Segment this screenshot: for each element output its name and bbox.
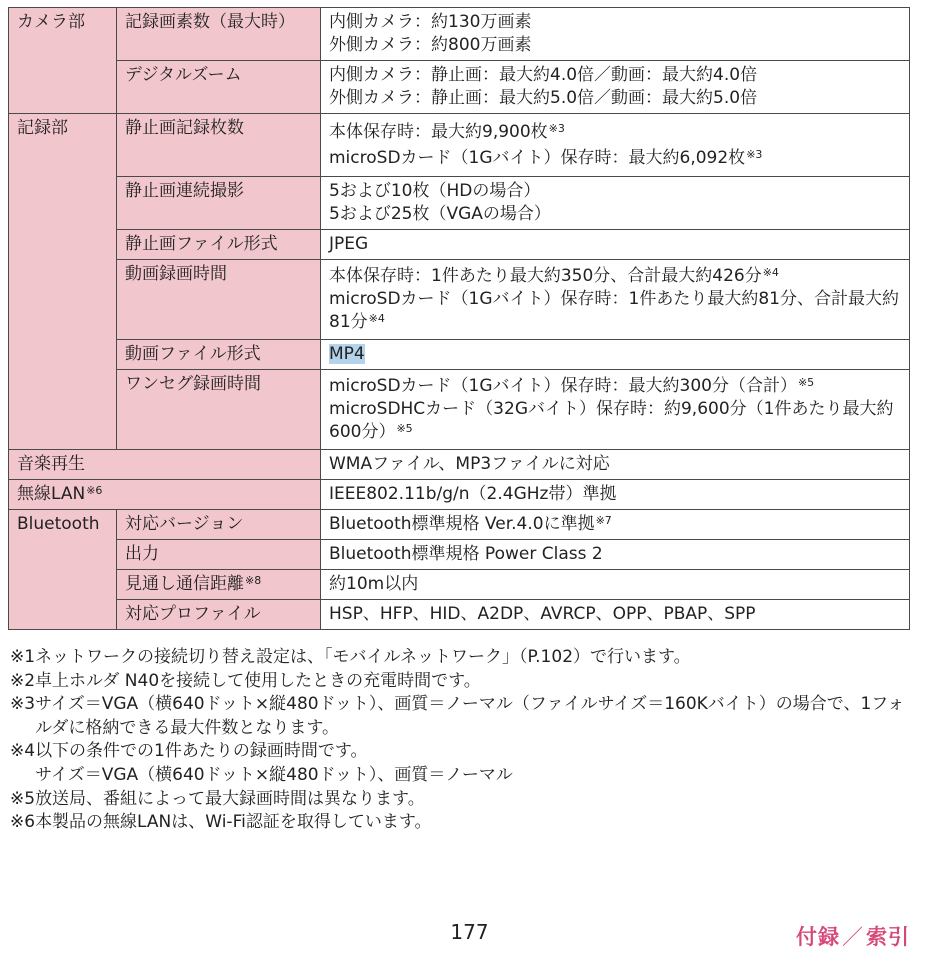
table-row — [9, 61, 910, 114]
table-row — [9, 450, 910, 480]
category-music: 音楽再生 — [9, 450, 321, 480]
label-bt-output: 出力 — [117, 540, 321, 570]
value-still-format: JPEG — [321, 230, 910, 260]
value-music: WMAファイル、MP3ファイルに対応 — [321, 450, 910, 480]
table-row — [9, 600, 910, 630]
label-bt-version: 対応バージョン — [117, 510, 321, 540]
footnote: ※1 ネットワークの接続切り替え設定は、「モバイルネットワーク」（P.102）で行います。 — [10, 647, 691, 667]
label-bt-profile: 対応プロファイル — [117, 600, 321, 630]
note-ref: ※3 — [746, 148, 763, 161]
table-row — [9, 480, 910, 510]
category-wlan: 無線LAN$^{※6}$ — [9, 480, 321, 510]
label-video-format: 動画ファイル形式 — [117, 340, 321, 370]
value-resolution: 内側カメラ：約130万画素 外側カメラ：約800万画素 — [321, 8, 910, 61]
value-oneseg-time: microSDカード（1Gバイト）保存時：最大約300分（合計）$^{※5}$ microSDHCカード（32Gバイト）保存時：約9,600分（1件あたり最大約600分）$^{※5}$ — [321, 370, 910, 450]
spec-table — [8, 7, 910, 630]
note-ref: ※7 — [595, 514, 612, 527]
table-row — [9, 540, 910, 570]
value-digital-zoom: 内側カメラ：静止画：最大約4.0倍／動画：最大約4.0倍 外側カメラ：静止画：最大約5.0倍／動画：最大約5.0倍 — [321, 61, 910, 114]
value-still-count: 本体保存時：最大約9,900枚$^{※3}$ microSDカード（1Gバイト）保存時：最大約6,092枚$^{※3}$ — [321, 114, 910, 177]
note-ref: ※5 — [396, 422, 413, 435]
value-bt-profile: HSP、HFP、HID、A2DP、AVRCP、OPP、PBAP、SPP — [321, 600, 910, 630]
footnote: ※6 本製品の無線LANは、Wi-Fi認証を取得しています。 — [10, 812, 432, 833]
label-still-format: 静止画ファイル形式 — [117, 230, 321, 260]
note-ref: ※5 — [797, 376, 815, 389]
category-bluetooth: Bluetooth — [9, 510, 117, 630]
table-row — [9, 8, 910, 61]
category-camera: カメラ部 — [9, 8, 117, 114]
category-recording: 記録部 — [9, 114, 117, 450]
label-resolution: 記録画素数（最大時） — [117, 8, 321, 61]
note-ref: ※6 — [86, 484, 103, 497]
note-ref: ※8 — [245, 574, 262, 587]
label-bt-range: 見通し通信距離$^{※8}$ — [117, 570, 321, 600]
section-index-link[interactable]: 付録／索引 — [796, 925, 910, 949]
footnote: ※3 サイズ＝VGA（横640ドット×縦480ドット）、画質＝ノーマル（ファイルサイズ＝160Kバイト）の場合で、1フォルダに格納できる最大件数となります。 — [10, 694, 905, 738]
value-bt-output: Bluetooth標準規格 Power Class 2 — [321, 540, 910, 570]
label-digital-zoom: デジタルズーム — [117, 61, 321, 114]
table-row — [9, 260, 910, 340]
table-row — [9, 114, 910, 177]
value-wlan: IEEE802.11b/g/n（2.4GHz帯）準拠 — [321, 480, 910, 510]
footnote: ※4 以下の条件での1件あたりの録画時間です。 サイズ＝VGA（横640ドット×縦480ドット）、画質＝ノーマル — [10, 741, 513, 785]
label-video-time: 動画録画時間 — [117, 260, 321, 340]
footnote: ※5 放送局、番組によって最大録画時間は異なります。 — [10, 788, 425, 809]
table-row — [9, 177, 910, 230]
table-row — [9, 570, 910, 600]
table-row — [9, 230, 910, 260]
label-oneseg-time: ワンセグ録画時間 — [117, 370, 321, 450]
note-ref: ※4 — [368, 312, 385, 325]
footnote: ※2 卓上ホルダ N40を接続して使用したときの充電時間です。 — [10, 670, 481, 691]
value-video-time: 本体保存時：1件あたり最大約350分、合計最大約426分$^{※4}$ microSDカード（1Gバイト）保存時：1件あたり最大約81分、合計最大約81分$^{※4}$ — [321, 260, 910, 340]
note-ref: ※4 — [762, 266, 779, 279]
value-still-burst: 5および10枚（HDの場合） 5および25枚（VGAの場合） — [321, 177, 910, 230]
page-number: 177 — [450, 920, 489, 944]
note-ref: ※3 — [548, 122, 565, 135]
value-bt-version: Bluetooth標準規格 Ver.4.0に準拠$^{※7}$ — [321, 510, 910, 540]
footnotes — [10, 646, 915, 835]
selected-text[interactable]: MP4 — [329, 344, 365, 364]
table-row — [9, 340, 910, 370]
table-row — [9, 370, 910, 450]
value-bt-range: 約10m以内 — [321, 570, 910, 600]
label-still-burst: 静止画連続撮影 — [117, 177, 321, 230]
value-video-format — [321, 340, 910, 370]
label-still-count: 静止画記録枚数 — [117, 114, 321, 177]
table-row — [9, 510, 910, 540]
